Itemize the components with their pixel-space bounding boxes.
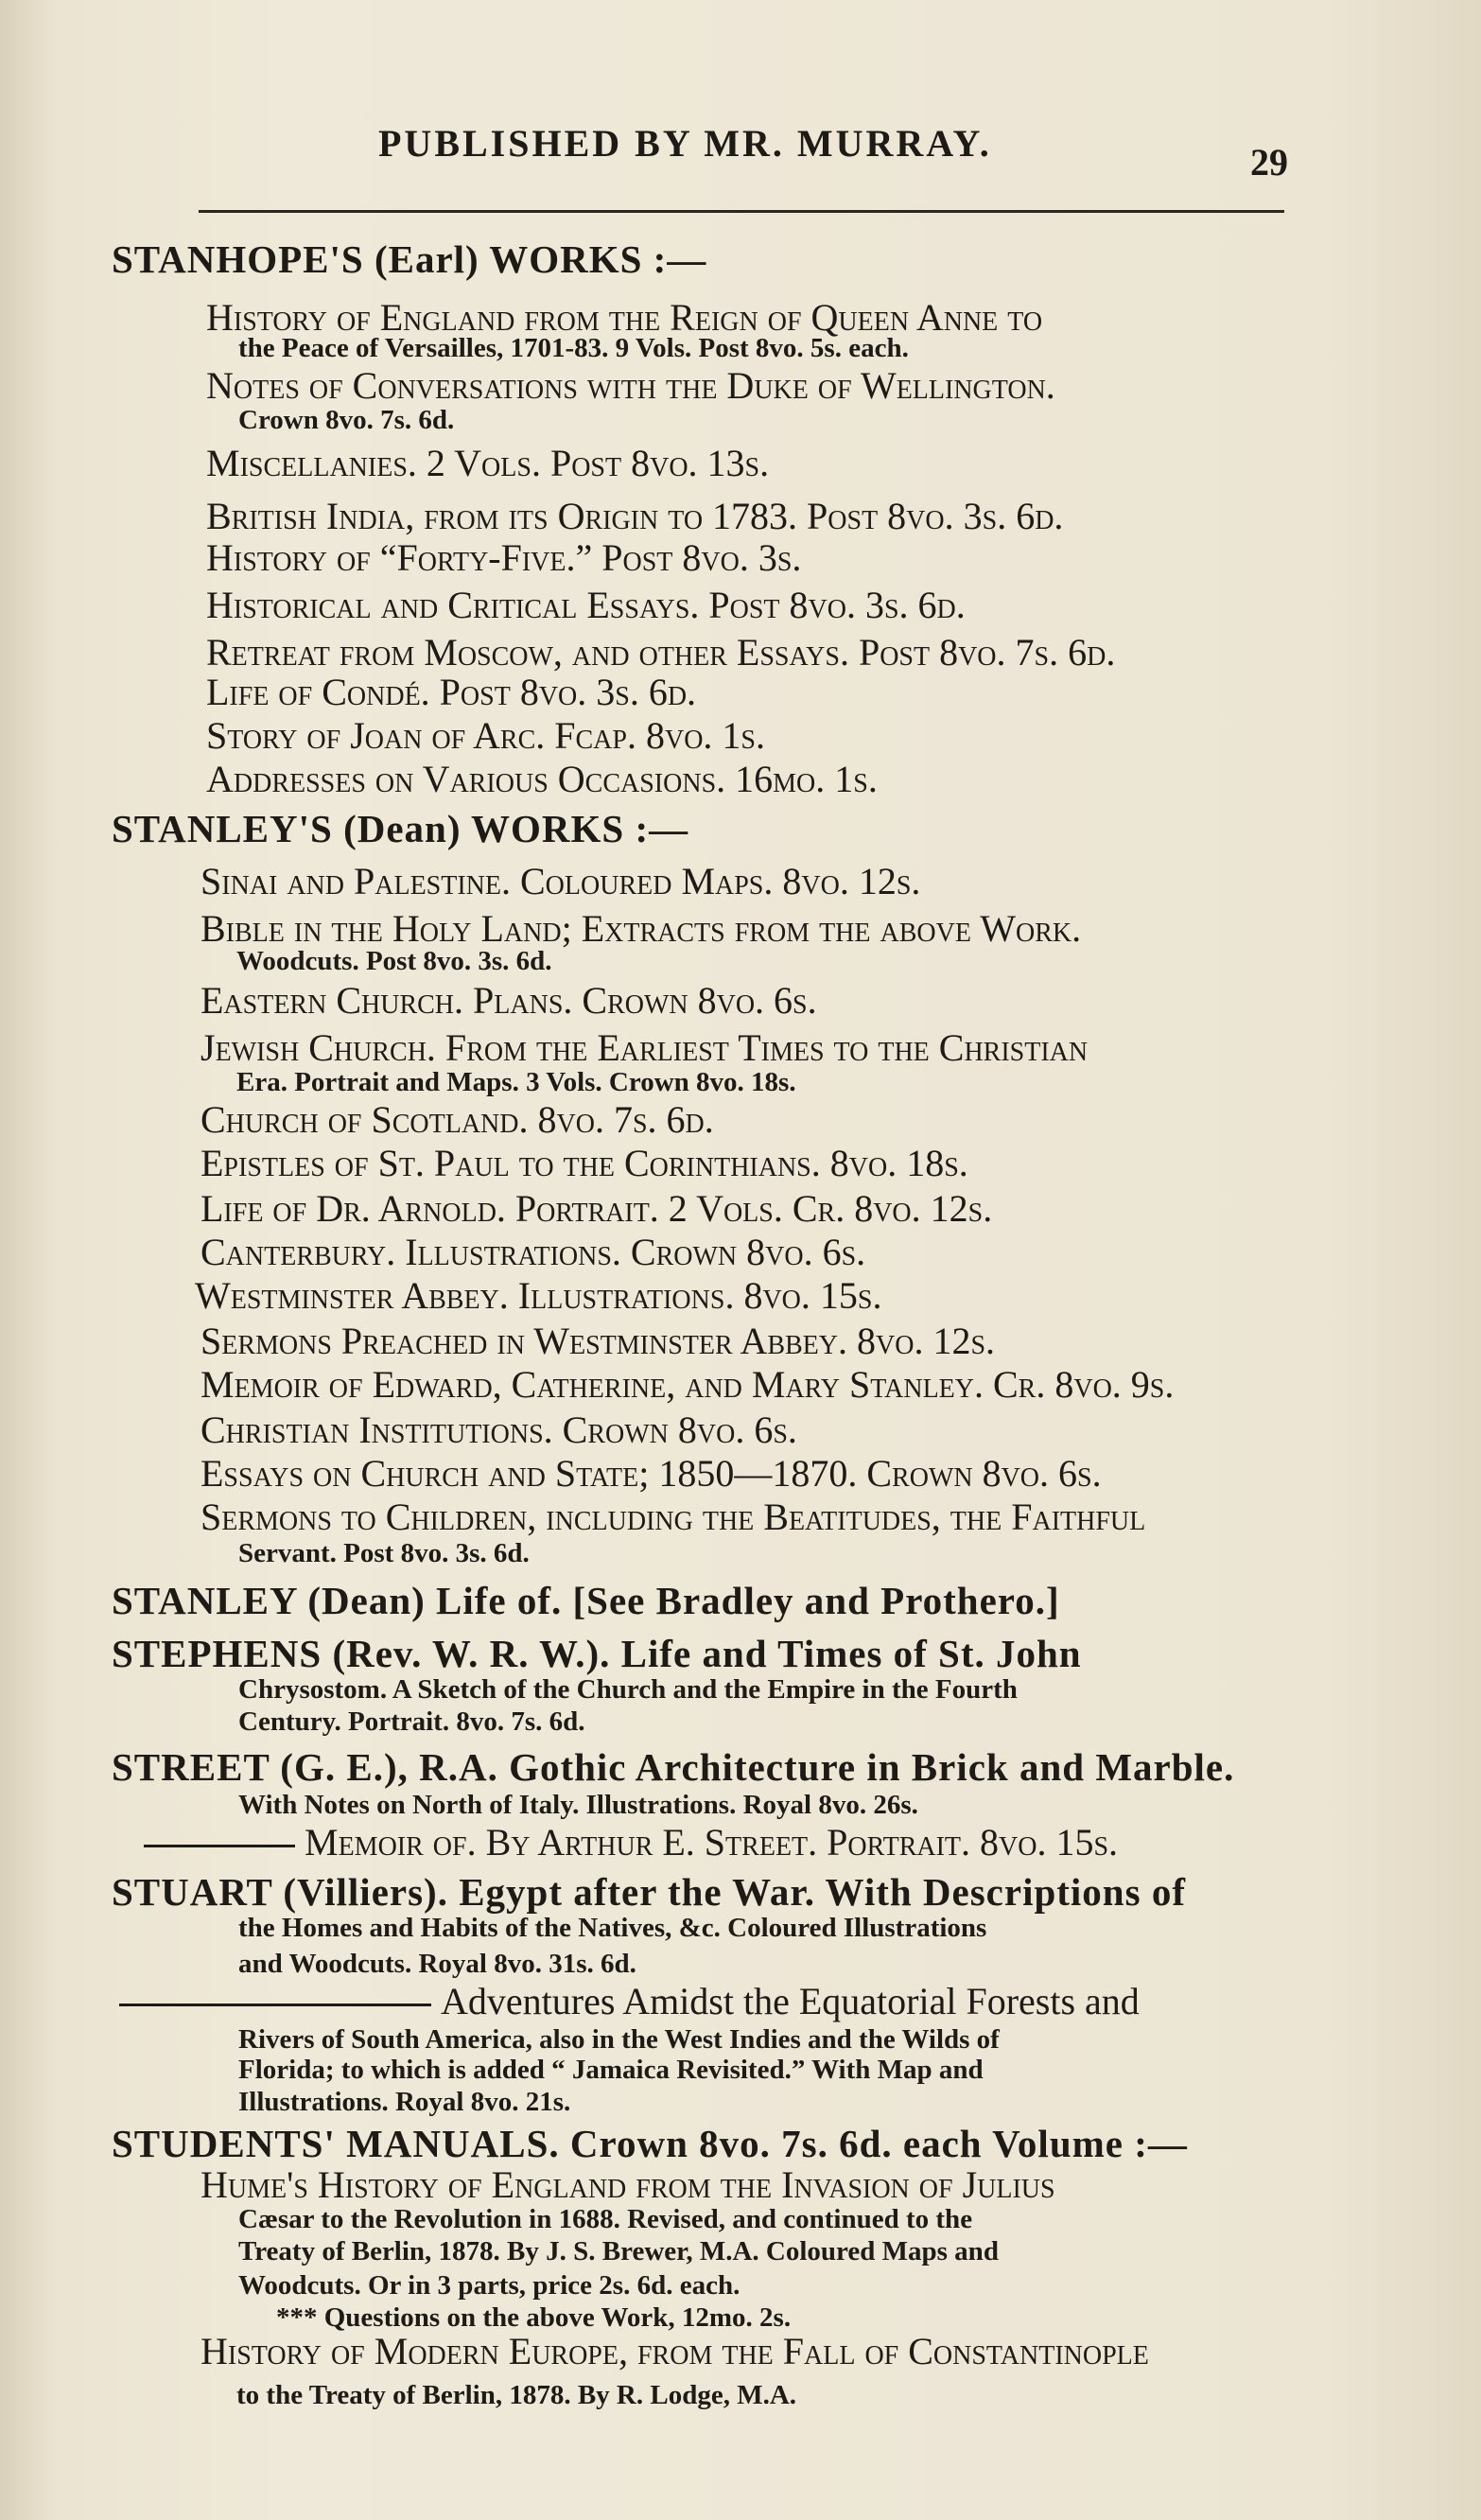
entry-title: [200, 2162, 1055, 2207]
entry-title: [206, 670, 696, 714]
entry-title: [206, 713, 765, 758]
entry-title: [200, 1025, 1088, 1070]
line-text: STANLEY (Dean) Life of. [See Bradley and Prothero.]: [112, 1579, 1060, 1622]
line-text: STANHOPE'S (Earl) WORKS :—: [112, 237, 707, 281]
line-text: STUART (Villiers). Egypt after the War. With Descriptions of: [112, 1870, 1186, 1914]
page-number: 29: [1250, 141, 1288, 184]
entry-detail: [236, 946, 552, 977]
entry-title: [206, 363, 1055, 408]
entry-title: [200, 1097, 714, 1142]
line-text: Chrysostom. A Sketch of the Church and the Empire in the Fourth: [238, 1674, 1018, 1705]
line-text: *** Questions on the above Work, 12mo. 2s.: [276, 2302, 792, 2333]
line-text: Westminster Abbey. Illustrations. 8vo. 15s.: [195, 1274, 882, 1317]
line-text: STEPHENS (Rev. W. R. W.). Life and Times of St. John: [112, 1632, 1082, 1675]
line-text: to the Treaty of Berlin, 1878. By R. Lodge, M.A.: [236, 2380, 797, 2410]
entry-heading: [112, 236, 706, 282]
entry-detail: [236, 1067, 796, 1098]
entry-detail: [238, 2055, 984, 2086]
entry-title: [206, 441, 769, 485]
line-text: Essays on Church and State; 1850—1870. Crown 8vo. 6s.: [200, 1452, 1102, 1495]
line-text: Historical and Critical Essays. Post 8vo. 3s. 6d.: [206, 584, 966, 626]
line-text: Crown 8vo. 7s. 6d.: [238, 405, 455, 435]
line-text: History of England from the Reign of Queen Anne to: [206, 296, 1043, 339]
line-text: the Homes and Habits of the Natives, &c. Coloured Illustrations: [238, 1913, 987, 1943]
entry-detail: [238, 2270, 740, 2301]
line-text: Memoir of. By Arthur E. Street. Portrait. 8vo. 15s.: [305, 1821, 1119, 1864]
line-text: Sinai and Palestine. Coloured Maps. 8vo. 12s.: [200, 860, 921, 902]
entry-title: [200, 1141, 968, 1185]
line-text: Epistles of St. Paul to the Corinthians. 8vo. 18s.: [200, 1142, 968, 1184]
entry-heading: [112, 1744, 1234, 1790]
line-text: Adventures Amidst the Equatorial Forests and: [441, 1980, 1140, 2022]
line-text: STANLEY'S (Dean) WORKS :—: [112, 807, 689, 850]
line-text: Illustrations. Royal 8vo. 21s.: [238, 2087, 571, 2117]
entry-title: [119, 1979, 1140, 2023]
entry-heading: [112, 1869, 1186, 1915]
line-text: Retreat from Moscow, and other Essays. Post 8vo. 7s. 6d.: [206, 631, 1116, 674]
running-header: PUBLISHED BY MR. MURRAY.: [378, 122, 992, 165]
entry-title: [200, 1408, 797, 1452]
line-text: Christian Institutions. Crown 8vo. 6s.: [200, 1409, 797, 1451]
line-text: STREET (G. E.), R.A. Gothic Architecture in Brick and Marble.: [112, 1745, 1235, 1789]
line-text: Notes of Conversations with the Duke of Wellington.: [206, 364, 1055, 407]
line-text: Church of Scotland. 8vo. 7s. 6d.: [200, 1098, 714, 1141]
line-text: Life of Dr. Arnold. Portrait. 2 Vols. Cr. 8vo. 12s.: [200, 1187, 993, 1230]
entry-heading: [112, 1578, 1060, 1623]
line-text: Story of Joan of Arc. Fcap. 8vo. 1s.: [206, 714, 765, 757]
entry-title: [206, 757, 878, 801]
entry-heading: [112, 2121, 1188, 2166]
line-text: Sermons to Children, including the Beatitudes, the Faithful: [200, 1496, 1146, 1538]
entry-detail: [238, 1913, 986, 1944]
entry-title: [200, 1230, 865, 1274]
entry-detail: [238, 1538, 530, 1569]
entry-title: [200, 1451, 1102, 1496]
line-text: Addresses on Various Occasions. 16mo. 1s.: [206, 758, 878, 800]
line-text: STUDENTS' MANUALS. Crown 8vo. 7s. 6d. each Volume :—: [112, 2122, 1188, 2165]
entry-detail: [238, 1706, 585, 1738]
entry-heading: [112, 1631, 1082, 1676]
line-text: Florida; to which is added “ Jamaica Revisited.” With Map and: [238, 2055, 984, 2085]
line-text: and Woodcuts. Royal 8vo. 31s. 6d.: [238, 1949, 636, 1979]
line-text: Treaty of Berlin, 1878. By J. S. Brewer, M.A. Coloured Maps and: [238, 2236, 999, 2266]
entry-title: [200, 1186, 992, 1231]
entry-title: [206, 494, 1063, 538]
line-text: History of “Forty-Five.” Post 8vo. 3s.: [206, 536, 802, 579]
line-text: Era. Portrait and Maps. 3 Vols. Crown 8vo. 18s.: [236, 1067, 796, 1097]
entry-detail: [238, 405, 454, 436]
entry-title: [206, 630, 1115, 674]
line-text: History of Modern Europe, from the Fall of Constantinople: [200, 2330, 1149, 2372]
entry-title: [200, 1495, 1145, 1539]
line-text: Jewish Church. From the Earliest Times to the Christian: [200, 1026, 1089, 1069]
entry-title: [206, 535, 801, 580]
header-rule: [199, 210, 1284, 213]
entry-title: [200, 1319, 995, 1363]
entry-detail: [238, 2024, 1000, 2056]
line-text: With Notes on North of Italy. Illustrations. Royal 8vo. 26s.: [238, 1790, 918, 1820]
line-text: Sermons Preached in Westminster Abbey. 8vo. 12s.: [200, 1320, 996, 1362]
line-text: Rivers of South America, also in the West Indies and the Wilds of: [238, 2024, 1000, 2055]
entry-detail: [238, 2236, 999, 2267]
line-text: Century. Portrait. 8vo. 7s. 6d.: [238, 1706, 585, 1737]
entry-title: [200, 906, 1081, 951]
line-text: Memoir of Edward, Catherine, and Mary Stanley. Cr. 8vo. 9s.: [200, 1363, 1175, 1406]
entry-detail: [238, 2087, 570, 2118]
line-text: the Peace of Versailles, 1701-83. 9 Vols. Post 8vo. 5s. each.: [238, 333, 909, 363]
entry-detail: [236, 2380, 796, 2411]
entry-detail: [238, 2204, 972, 2235]
line-text: Miscellanies. 2 Vols. Post 8vo. 13s.: [206, 442, 770, 484]
line-text: Canterbury. Illustrations. Crown 8vo. 6s.: [200, 1231, 866, 1273]
line-text: Woodcuts. Or in 3 parts, price 2s. 6d. each.: [238, 2270, 740, 2301]
entry-title: [144, 1820, 1118, 1864]
line-text: Servant. Post 8vo. 3s. 6d.: [238, 1538, 530, 1568]
line-text: Hume's History of England from the Invasion of Julius: [200, 2163, 1055, 2206]
entry-title: [200, 859, 920, 903]
line-text: British India, from its Origin to 1783. Post 8vo. 3s. 6d.: [206, 495, 1064, 537]
entry-detail: [238, 1790, 918, 1821]
entry-detail: [238, 333, 909, 364]
entry-title: [200, 2329, 1149, 2373]
entry-detail: [238, 1674, 1018, 1706]
entry-title: [200, 978, 817, 1023]
entry-detail: [238, 1949, 636, 1980]
line-text: Life of Condé. Post 8vo. 3s. 6d.: [206, 671, 697, 713]
line-text: Woodcuts. Post 8vo. 3s. 6d.: [236, 946, 552, 976]
ditto-rule: [119, 2004, 431, 2006]
ditto-rule: [144, 1845, 295, 1847]
line-text: Eastern Church. Plans. Crown 8vo. 6s.: [200, 979, 817, 1022]
entry-heading: [112, 806, 688, 851]
entry-title: [195, 1273, 881, 1318]
line-text: Cæsar to the Revolution in 1688. Revised, and continued to the: [238, 2204, 973, 2234]
entry-title: [206, 583, 966, 627]
line-text: Bible in the Holy Land; Extracts from the above Work.: [200, 907, 1082, 950]
entry-title: [200, 1362, 1174, 1407]
